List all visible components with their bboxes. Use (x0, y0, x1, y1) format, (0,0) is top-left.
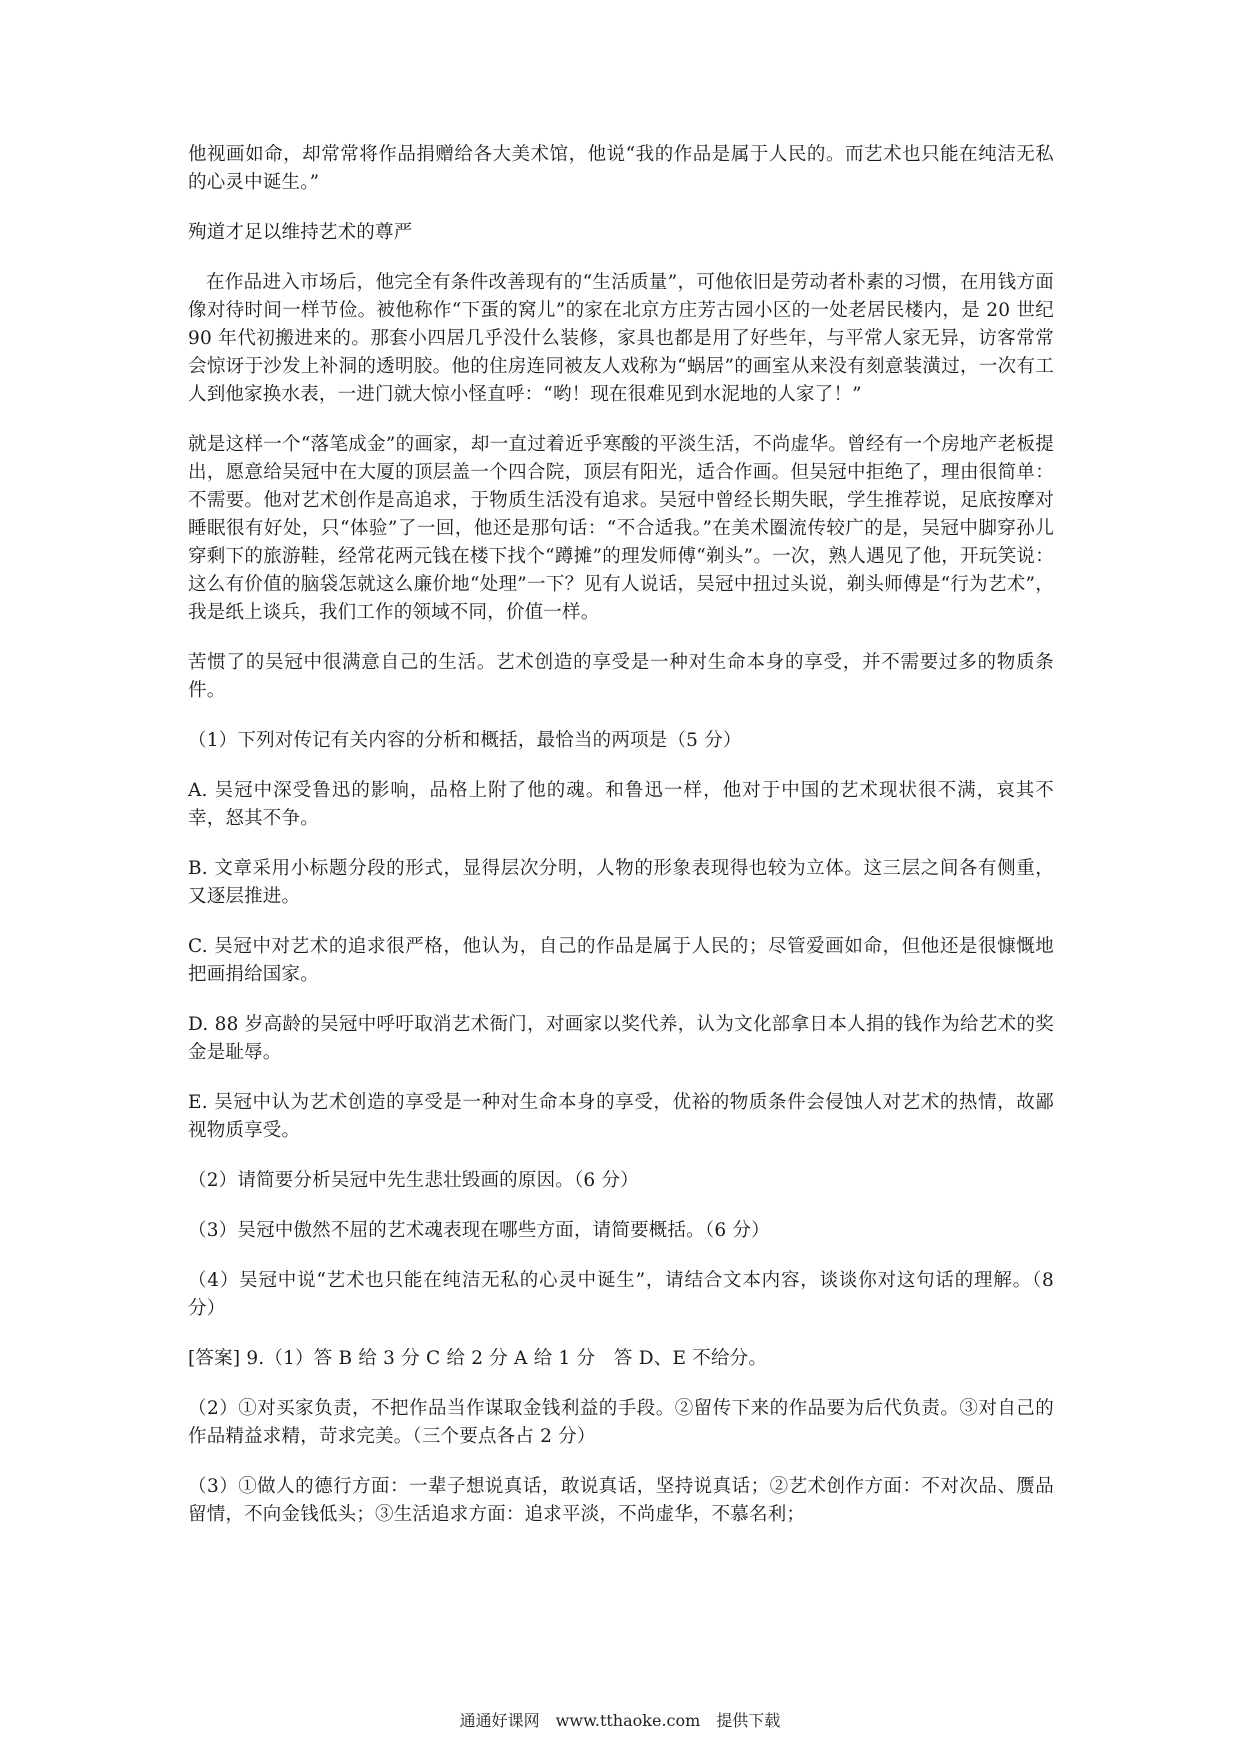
answer-1: [答案] 9.（1）答 B 给 3 分 C 给 2 分 A 给 1 分 答 D、E 不给分。 (188, 1348, 768, 1369)
section-heading: 殉道才足以维持艺术的尊严 (188, 222, 413, 243)
option-a: A. 吴冠中深受鲁迅的影响，品格上附了他的魂。和鲁迅一样，他对于中国的艺术现状很不满，哀其不幸，怒其不争。 (188, 780, 1054, 829)
option-b: B. 文章采用小标题分段的形式，显得层次分明，人物的形象表现得也较为立体。这三层之间各有侧重，又逐层推进。 (188, 858, 1054, 907)
question-3: （3）吴冠中傲然不屈的艺术魂表现在哪些方面，请简要概括。（6 分） (188, 1220, 770, 1241)
question-2: （2）请简要分析吴冠中先生悲壮毁画的原因。（6 分） (188, 1170, 639, 1191)
option-c: C. 吴冠中对艺术的追求很严格，他认为，自己的作品是属于人民的；尽管爱画如命，但他还是很慷慨地把画捐给国家。 (188, 936, 1054, 985)
page-footer: 通通好课网 www.tthaoke.com 提供下载 (459, 1711, 781, 1730)
option-d: D. 88 岁高龄的吴冠中呼吁取消艺术衙门，对画家以奖代养，认为文化部拿日本人捐的钱作为给艺术的奖金是耻辱。 (188, 1014, 1054, 1063)
answer-2: （2）①对买家负责，不把作品当作谋取金钱利益的手段。②留传下来的作品要为后代负责。③对自己的作品精益求精，苛求完美。（三个要点各占 2 分） (188, 1398, 1054, 1447)
paragraph-satisfied: 苦惯了的吴冠中很满意自己的生活。艺术创造的享受是一种对生命本身的享受，并不需要过多的物质条件。 (188, 652, 1054, 701)
article-body (188, 141, 1054, 1551)
paragraph-frugal: 就是这样一个“落笔成金”的画家，却一直过着近乎寒酸的平淡生活，不尚虚华。曾经有一个房地产老板提出，愿意给吴冠中在大厦的顶层盖一个四合院，顶层有阳光，适合作画。但吴冠中拒绝了，理由很简单：不需要。他对艺术创作是高追求，于物质生活没有追求。吴冠中曾经长期失眠，学生推荐说，足底按摩对睡眠很有好处，只“体验”了一回，他还是那句话：“不合适我。”在美术圈流传较广的是，吴冠中脚穿孙儿穿剩下的旅游鞋，经常花两元钱在楼下找个“蹲摊”的理发师傅“剃头”。一次，熟人遇见了他，开玩笑说：这么有价值的脑袋怎就这么廉价地“处理”一下？见有人说话，吴冠中扭过头说，剃头师傅是“行为艺术”，我是纸上谈兵，我们工作的领域不同，价值一样。 (188, 434, 1054, 623)
option-e: E. 吴冠中认为艺术创造的享受是一种对生命本身的享受，优裕的物质条件会侵蚀人对艺术的热情，故鄙视物质享受。 (188, 1092, 1054, 1141)
answer-3: （3）①做人的德行方面：一辈子想说真话，敢说真话，坚持说真话；②艺术创作方面：不对次品、赝品留情，不向金钱低头；③生活追求方面：追求平淡，不尚虚华，不慕名利； (188, 1476, 1054, 1525)
question-4: （4）吴冠中说“艺术也只能在纯洁无私的心灵中诞生”，请结合文本内容，谈谈你对这句话的理解。（8 分） (188, 1270, 1054, 1319)
question-1: （1）下列对传记有关内容的分析和概括，最恰当的两项是（5 分） (188, 730, 742, 751)
paragraph-living: 在作品进入市场后，他完全有条件改善现有的“生活质量”，可他依旧是劳动者朴素的习惯，在用钱方面像对待时间一样节俭。被他称作“下蛋的窝儿”的家在北京方庄芳古园小区的一处老居民楼内，是 20 世纪 90 年代初搬进来的。那套小四居几乎没什么装修，家具也都是用了好些年，与平常人家无异，访客常常会惊讶于沙发上补洞的透明胶。他的住房连同被友人戏称为“蜗居”的画室从来没有刻意装潢过，一次有工人到他家换水表，一进门就大惊小怪直呼：“哟！现在很难见到水泥地的人家了！” (188, 272, 1054, 405)
paragraph-intro: 他视画如命，却常常将作品捐赠给各大美术馆，他说“我的作品是属于人民的。而艺术也只能在纯洁无私的心灵中诞生。” (188, 144, 1054, 193)
